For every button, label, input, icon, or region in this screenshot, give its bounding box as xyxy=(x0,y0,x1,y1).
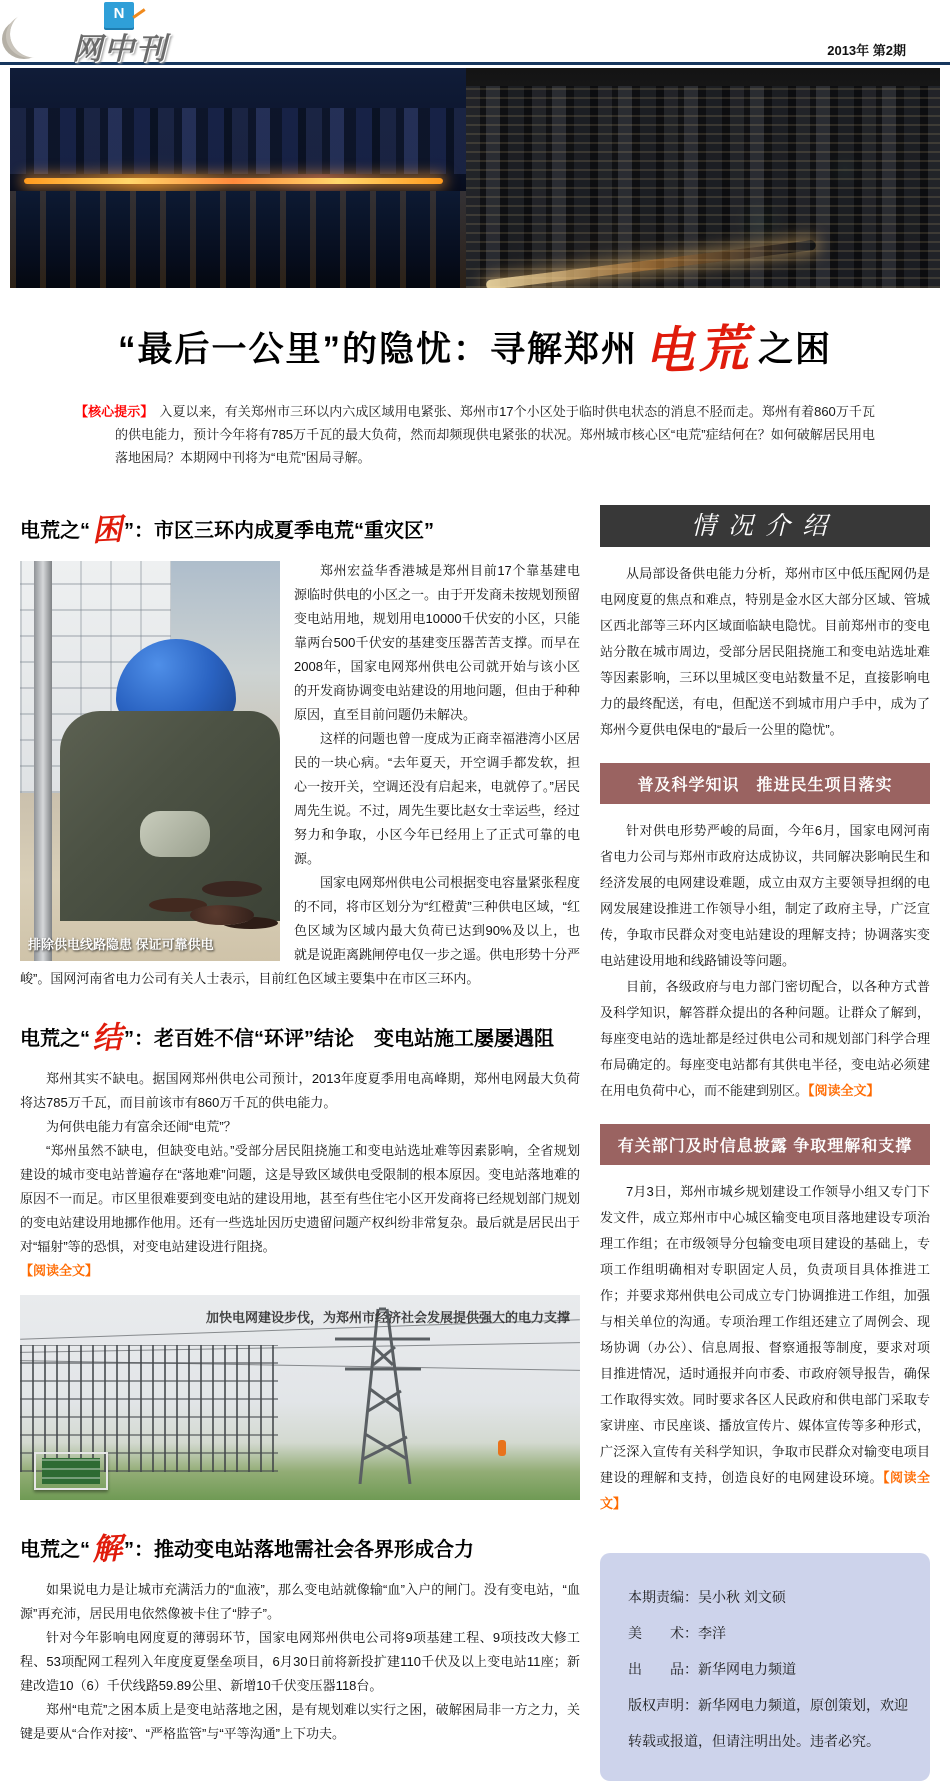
worker-in-field-art xyxy=(498,1440,506,1456)
section3-paragraph: 针对今年影响电网度夏的薄弱环节，国家电网郑州供电公司将9项基建工程、9项技改大修工程、53项配网工程列入年度度夏堡垒项目，6月30日前将新投扩建110千伏及以上变电站11座；新建改造10（6）千伏线路59.89公里、新增10千伏变压器118台。 xyxy=(20,1630,580,1693)
section1-heading-pre: 电荒之“ xyxy=(20,520,90,542)
pen-icon xyxy=(132,8,145,18)
section2-heading-post: ”：老百姓不信“环评”结论 变电站施工屡屡遇阻 xyxy=(124,1028,554,1050)
disclosure-paragraph-text: 7月3日，郑州市城乡规划建设工作领导小组又专门下发文件，成立郑州市中心城区输变电项目落地建设专项治理工作组；在市级领导分包输变电项目建设的基础上，专项工作组明确相对专职固定人员，负责项目具体推进工作；并要求郑州供电公司成立专门协调推进工作组，加强与相关单位的沟通。专项治理工作组还建立了周例会、现场协调（办公）、信息周报、督察通报等制度，要求对项目推进情况，适时通报并向市委、市政府领导报告，确保工作取得实效。同时要求各区人民政府和供电部门采取专家讲座、市民座谈、播放宣传片、媒体宣传等多种形式，广泛深入宣传有关科学知识，争取市民群众对输变电项目建设的理解和支持，创造良好的电网建设环境。 xyxy=(600,1184,930,1485)
section1-paragraph: 这样的问题也曾一度成为正商幸福港湾小区居民的一块心病。“去年夏天，开空调手都发软，担心一按开关，空调还没有启起来，电就停了。”居民周先生说。不过，周先生要比赵女士幸运些，经过努力和争取，小区今年已经用上了正式可靠的电源。 xyxy=(294,731,580,866)
read-more-link-science[interactable]: 【阅读全文】 xyxy=(808,1083,880,1098)
read-more-link-section2[interactable]: 【阅读全文】 xyxy=(20,1263,99,1278)
title-pre: “最后一公里”的隐忧：寻解郑州 xyxy=(117,330,638,369)
transmission-tower-art xyxy=(275,1299,485,1484)
title-highlight: 电荒 xyxy=(643,318,754,381)
credits-box xyxy=(600,1553,930,1781)
city-skyline-art xyxy=(10,108,466,174)
section2-paragraph: 郑州其实不缺电。据国网郑州供电公司预计，2013年度夏季用电高峰期，郑州电网最大负荷将达785万千瓦，而目前该市有860万千瓦的供电能力。 xyxy=(20,1071,580,1110)
section1-heading-red-char: 困 xyxy=(91,512,124,549)
intro-section-body xyxy=(600,561,930,743)
masthead xyxy=(0,0,950,66)
intro-paragraph: 从局部设备供电能力分析，郑州市区中低压配网仍是电网度夏的焦点和难点，特别是金水区大部分区域、管城区西北部等三环内区域面临缺电隐忧。目前郑州市的变电站分散在城市周边，受部分居民阻挠施工和变电站选址难等因素影响，三环以里城区变电站数量不足，直接影响电力的最终配送，有电，但配送不到城市用户手中，成为了郑州今夏供电保电的“最后一公里的隐忧”。 xyxy=(600,566,930,737)
science-paragraph-text: 目前，各级政府与电力部门密切配合，以各种方式普及科学知识，解答群众提出的各种问题。让群众了解到，每座变电站的选址都是经过供电公司和规划部门科学合理布局确定的。每座变电站都有其供电半径，变电站必须建在用电负荷中心，而不能建到别区。 xyxy=(600,979,930,1098)
magazine-title: 网中刊 xyxy=(72,33,168,66)
worker-photo xyxy=(20,561,280,961)
section2-heading xyxy=(20,1005,580,1057)
section1-body xyxy=(20,559,580,991)
core-tip xyxy=(75,400,875,469)
news-badge-icon: N xyxy=(104,2,134,28)
section1-heading-post: ”：市区三环内成夏季电荒“重灾区” xyxy=(124,520,434,542)
science-section-header: 普及科学知识 推进民生项目落实 xyxy=(600,763,930,804)
science-paragraph xyxy=(600,974,930,1104)
disclosure-section-header: 有关部门及时信息披露 争取理解和支撑 xyxy=(600,1124,930,1165)
credits-producer: 出 品：新华网电力频道 xyxy=(628,1661,796,1677)
section2-heading-red-char: 结 xyxy=(91,1020,124,1057)
section3-heading xyxy=(20,1514,580,1568)
section3-paragraph: 如果说电力是让城市充满活力的“血液”，那么变电站就像输“血”入户的闸门。没有变电站，“血源”再充沛，居民用电依然像被卡住了“脖子”。 xyxy=(20,1582,580,1621)
rolled-newspaper-icon xyxy=(10,10,62,58)
credits-editor: 本期责编：吴小秋 刘文硕 xyxy=(628,1589,786,1605)
read-more-link-disclosure[interactable]: 【阅读全文】 xyxy=(600,1470,930,1511)
section3-heading-red-char: 解 xyxy=(91,1531,124,1568)
core-tip-text: 入夏以来，有关郑州市三环以内六成区域用电紧张、郑州市17个小区处于临时供电状态的消息不胫而走。郑州有着860万千瓦的供电能力，预计今年将有785万千瓦的最大负荷，然而却频现供电紧张的状况。郑州城市核心区“电荒”症结何在？如何破解居民用电落地困局？本期网中刊将为“电荒”困局寻解。 xyxy=(115,404,875,465)
section2-paragraph: “郑州虽然不缺电，但缺变电站。”受部分居民阻挠施工和变电站选址难等因素影响，全省规划建设的城市变电站普遍存在“落地难”问题，这是导致区域供电受限制的根本原因。变电站落地难的原因不一而足。市区里很难要到变电站的建设用地，甚至有些住宅小区开发商将已经规划部门规划的变电站建设用地挪作他用。还有一些选址因历史遗留问题产权纠纷非常复杂。最后就是居民出于对“辐射”等的恐惧，对变电站建设进行阻挠。 xyxy=(20,1143,580,1254)
section2-heading-pre: 电荒之“ xyxy=(20,1028,90,1050)
core-tip-label: 【核心提示】 xyxy=(75,404,154,419)
magazine-logo[interactable] xyxy=(8,2,258,66)
disclosure-paragraph xyxy=(600,1179,930,1517)
science-section-body xyxy=(600,818,930,1104)
content-columns xyxy=(0,491,950,1781)
science-paragraph: 针对供电形势严峻的局面，今年6月，国家电网河南省电力公司与郑州市政府达成协议，共同解决影响民生和经济发展的电网建设难题，成立由双方主要领导担纲的电网发展建设推进工作领导小组，制定了政府主导，广泛宣传，争取市民群众对变电站建设的理解支持；协调落实变电站建设用地和线路铺设等问题。 xyxy=(600,823,930,968)
credits-art: 美 术：李洋 xyxy=(628,1625,726,1641)
right-column xyxy=(600,491,930,1781)
section2-body xyxy=(20,1067,580,1283)
section1-heading xyxy=(20,505,580,549)
issue-number: 2013年 第2期 xyxy=(827,43,906,58)
section3-paragraph: 郑州“电荒”之困本质上是变电站落地之困，是有规划难以实行之困，破解困局非一方之力，关键是要从“合作对接”、“严格监管”与“平等沟通”上下功夫。 xyxy=(20,1702,580,1741)
pylon-photo-caption: 加快电网建设步伐，为郑州市经济社会发展提供强大的电力支撑 xyxy=(205,1310,570,1325)
page-title xyxy=(0,310,950,382)
banner-night-city-scene xyxy=(466,68,940,288)
title-post: 之困 xyxy=(758,330,833,369)
left-column xyxy=(20,491,580,1781)
glove-art xyxy=(140,811,210,857)
section3-heading-post: ”：推动变电站落地需社会各界形成合力 xyxy=(124,1539,474,1561)
section1-paragraph: 国家电网郑州供电公司根据变电容量紧张程度的不同，将市区划分为“红橙黄”三种供电区域，“红色区域为区域内最大负荷已达到90%及以上，也就是说距离跳闸停电仅一步之遥。供电形势十分严峻”。国网河南省电力公司有关人士表示，目前红色区域主要集中在市区三环内。 xyxy=(20,875,580,986)
worker-photo-caption: 排除供电线路隐患 保证可靠供电 xyxy=(28,937,214,952)
pylon-photo xyxy=(20,1295,580,1500)
lit-bridge-art xyxy=(24,178,443,184)
disclosure-section-body xyxy=(600,1179,930,1517)
section2-paragraph: 为何供电能力有富余还闹“电荒”？ xyxy=(46,1119,237,1134)
banner-photo xyxy=(10,68,940,288)
section1-paragraph: 郑州宏益华香港城是郑州目前17个靠基建电源临时供电的小区之一。由于开发商未按规划预留变电站用地，规划用电10000千伏安的小区，只能靠两台500千伏安的基建变压器苦苦支撑。而早在2008年，国家电网郑州供电公司就开始与该小区的开发商协调变电站建设的用地问题，但由于种种原因，直至目前问题仍未解决。 xyxy=(294,563,580,722)
section3-heading-pre: 电荒之“ xyxy=(20,1539,90,1561)
intro-section-header: 情况介绍 xyxy=(600,505,930,547)
section3-body xyxy=(20,1578,580,1746)
credits-copyright: 版权声明：新华网电力频道，原创策划，欢迎转载或报道，但请注明出处。违者必究。 xyxy=(628,1697,908,1749)
river-reflection-art xyxy=(10,191,466,288)
green-sign-art xyxy=(34,1452,108,1490)
utility-pole-art xyxy=(34,561,52,961)
insulator-art xyxy=(190,905,254,925)
banner-night-river-scene xyxy=(10,68,466,288)
